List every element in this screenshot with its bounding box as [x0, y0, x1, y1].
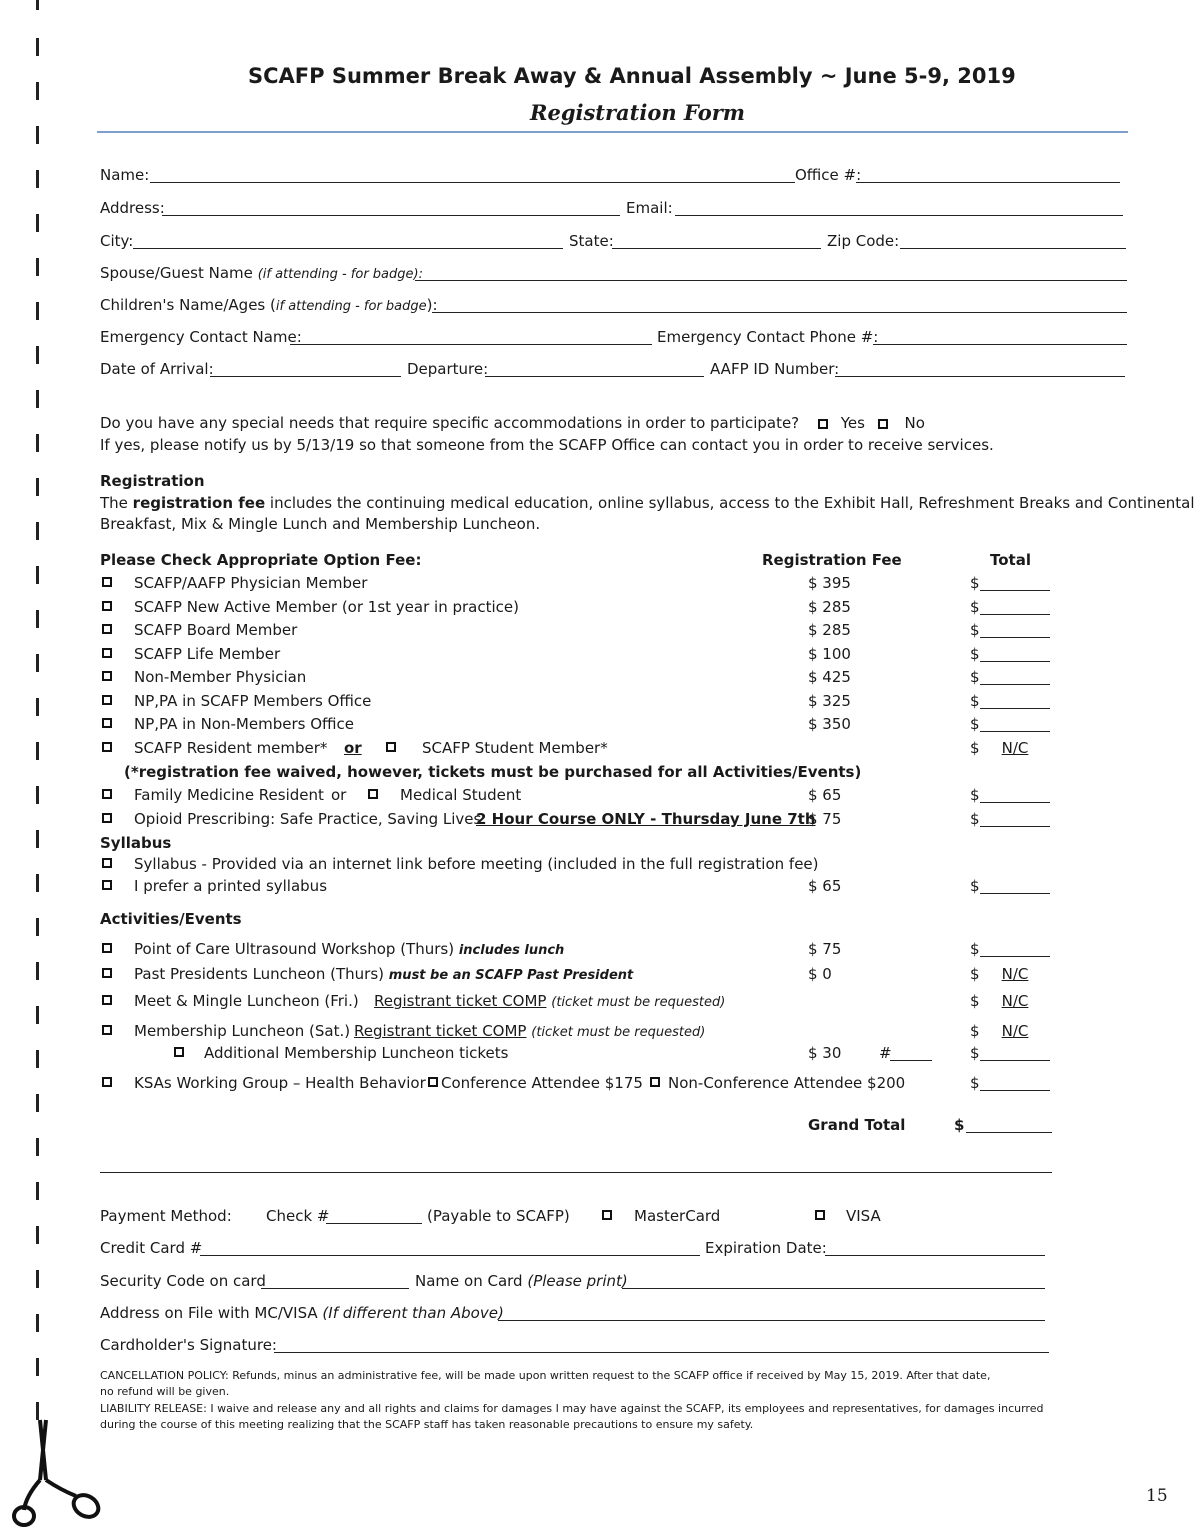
past-presidents-label: Past Presidents Luncheon (Thurs) must be an SCAFP Past President	[134, 965, 634, 983]
ticket-count-hash: #	[879, 1044, 892, 1062]
opioid-fee: $ 75	[808, 810, 842, 828]
option-label: SCAFP New Active Member (or 1st year in practice)	[134, 598, 519, 616]
emergency-name-label: Emergency Contact Name:	[100, 328, 302, 346]
security-code-input[interactable]	[261, 1288, 409, 1289]
activities-heading: Activities/Events	[100, 910, 242, 928]
registration-intro-line2: Breakfast, Mix & Mingle Lunch and Membership Luncheon.	[100, 515, 541, 533]
ksa-attendee-checkbox[interactable]	[428, 1077, 438, 1087]
option-fee: $ 425	[808, 668, 851, 686]
med-student-checkbox[interactable]	[368, 789, 378, 799]
emergency-phone-label: Emergency Contact Phone #:	[657, 328, 879, 346]
family-or-label: or	[331, 786, 347, 804]
waiver-note: (*registration fee waived, however, tickets must be purchased for all Activities/Events)	[124, 763, 862, 781]
total-input[interactable]	[980, 661, 1050, 662]
past-presidents-fee: $ 0	[808, 965, 832, 983]
total-dollar: $	[970, 992, 980, 1010]
check-number-input[interactable]	[326, 1223, 422, 1224]
emergency-name-input[interactable]	[290, 344, 652, 345]
cancellation-policy: CANCELLATION POLICY: Refunds, minus an administrative fee, will be made upon written request to the SCAFP office if received by May 15, 2019. After that date,	[100, 1369, 991, 1382]
family-resident-checkbox[interactable]	[102, 789, 112, 799]
col-fee-header: Registration Fee	[762, 551, 902, 569]
total-dollar: $	[970, 1074, 980, 1092]
name-label: Name:	[100, 166, 150, 184]
family-fee: $ 65	[808, 786, 842, 804]
total-dollar: $	[970, 940, 980, 958]
registration-intro: The registration fee includes the continuing medical education, online syllabus, access to the Exhibit Hall, Refreshment Breaks and Continental	[100, 494, 1195, 512]
or-label: or	[344, 739, 362, 757]
name-on-card-label: Name on Card (Please print)	[415, 1272, 628, 1290]
option-checkbox[interactable]	[102, 718, 112, 728]
option-fee: $ 285	[808, 598, 851, 616]
option-checkbox[interactable]	[102, 695, 112, 705]
syllabus-heading: Syllabus	[100, 834, 172, 852]
total-input[interactable]	[980, 731, 1050, 732]
student-label: SCAFP Student Member*	[422, 739, 608, 757]
state-input[interactable]	[612, 248, 821, 249]
registration-heading: Registration	[100, 472, 205, 490]
option-checkbox[interactable]	[102, 577, 112, 587]
total-dollar: $	[970, 786, 980, 804]
meet-mingle-checkbox[interactable]	[102, 995, 112, 1005]
liability-release: LIABILITY RELEASE: I waive and release any and all rights and claims for damages I may have against the SCAFP, its employees and representatives, for damages incurred	[100, 1402, 1044, 1415]
membership-luncheon-label: Membership Luncheon (Sat.)	[134, 1022, 351, 1040]
total-dollar: $	[970, 739, 980, 757]
total-dollar: $	[970, 810, 980, 828]
page-number: 15	[1146, 1486, 1168, 1506]
total-input[interactable]	[980, 893, 1050, 894]
arrival-label: Date of Arrival:	[100, 360, 214, 378]
ksa-checkbox[interactable]	[102, 1077, 112, 1087]
email-label: Email:	[626, 199, 673, 217]
form-subtitle: Registration Form	[530, 100, 745, 125]
total-input[interactable]	[980, 956, 1050, 957]
address-input[interactable]	[162, 215, 620, 216]
zip-label: Zip Code:	[827, 232, 900, 250]
expiration-input[interactable]	[825, 1255, 1045, 1256]
special-needs-notice: If yes, please notify us by 5/13/19 so that someone from the SCAFP Office can contact you in order to receive services.	[100, 436, 994, 454]
city-input[interactable]	[133, 248, 563, 249]
student-checkbox[interactable]	[386, 742, 396, 752]
spouse-input[interactable]	[415, 280, 1127, 281]
option-fee: $ 285	[808, 621, 851, 639]
ksa-non-attendee-checkbox[interactable]	[650, 1077, 660, 1087]
total-dollar: $	[970, 715, 980, 733]
past-presidents-checkbox[interactable]	[102, 968, 112, 978]
option-label: SCAFP Board Member	[134, 621, 298, 639]
aafp-label: AAFP ID Number:	[710, 360, 840, 378]
total-dollar: $	[970, 598, 980, 616]
option-checkbox[interactable]	[102, 624, 112, 634]
payment-method-label: Payment Method:	[100, 1207, 232, 1225]
city-label: City:	[100, 232, 134, 250]
ticket-count-input[interactable]	[890, 1060, 932, 1061]
option-checkbox[interactable]	[102, 601, 112, 611]
additional-tickets-fee: $ 30	[808, 1044, 842, 1062]
option-checkbox[interactable]	[102, 648, 112, 658]
option-label: Non-Member Physician	[134, 668, 307, 686]
syllabus-printed-checkbox[interactable]	[102, 880, 112, 890]
scissors-icon	[6, 1418, 102, 1528]
cancellation-policy-cont: no refund will be given.	[100, 1385, 230, 1398]
nc-value: N/C	[1001, 965, 1029, 983]
nc-value: N/C	[1001, 1022, 1029, 1040]
grand-total-dollar: $	[954, 1116, 965, 1134]
col-option-header: Please Check Appropriate Option Fee:	[100, 551, 422, 569]
resident-label: SCAFP Resident member*	[134, 739, 328, 757]
email-input[interactable]	[675, 215, 1123, 216]
total-dollar: $	[970, 1022, 980, 1040]
arrival-input[interactable]	[210, 376, 401, 377]
security-code-label: Security Code on card	[100, 1272, 266, 1290]
pocus-fee: $ 75	[808, 940, 842, 958]
additional-tickets-label: Additional Membership Luncheon tickets	[204, 1044, 509, 1062]
opioid-note: 2 Hour Course ONLY - Thursday June 7th	[476, 810, 816, 828]
family-resident-label: Family Medicine Resident	[134, 786, 324, 804]
departure-input[interactable]	[485, 376, 704, 377]
total-input[interactable]	[980, 590, 1050, 591]
membership-luncheon-comp: Registrant ticket COMP (ticket must be requested)	[354, 1022, 706, 1040]
special-needs-no-checkbox[interactable]	[878, 419, 888, 429]
address-on-file-input[interactable]	[498, 1320, 1045, 1321]
state-label: State:	[569, 232, 614, 250]
total-dollar: $	[970, 621, 980, 639]
opioid-checkbox[interactable]	[102, 813, 112, 823]
credit-card-label: Credit Card #	[100, 1239, 203, 1257]
option-label: SCAFP Life Member	[134, 645, 281, 663]
total-input[interactable]	[980, 802, 1050, 803]
children-label: Children's Name/Ages (if attending - for badge):	[100, 296, 438, 314]
total-input[interactable]	[980, 684, 1050, 685]
ksa-label: KSAs Working Group – Health Behavior	[134, 1074, 426, 1092]
mastercard-label: MasterCard	[634, 1207, 721, 1225]
meet-mingle-comp: Registrant ticket COMP (ticket must be requested)	[374, 992, 726, 1010]
med-student-label: Medical Student	[400, 786, 522, 804]
option-label: NP,PA in Non-Members Office	[134, 715, 354, 733]
option-label: SCAFP/AAFP Physician Member	[134, 574, 368, 592]
total-dollar: $	[970, 574, 980, 592]
special-needs-yes-checkbox[interactable]	[818, 419, 828, 429]
ksa-attendee-label: Conference Attendee $175	[441, 1074, 643, 1092]
grand-total-input[interactable]	[966, 1132, 1052, 1133]
address-label: Address:	[100, 199, 165, 217]
name-input[interactable]	[150, 182, 795, 183]
expiration-label: Expiration Date:	[705, 1239, 827, 1257]
visa-label: VISA	[846, 1207, 881, 1225]
resident-checkbox[interactable]	[102, 742, 112, 752]
option-fee: $ 100	[808, 645, 851, 663]
pocus-label: Point of Care Ultrasound Workshop (Thurs) includes lunch	[134, 940, 565, 958]
special-needs-question: Do you have any special needs that require specific accommodations in order to participate? Yes No	[100, 414, 925, 432]
header-rule	[97, 131, 1128, 133]
zip-input[interactable]	[900, 248, 1126, 249]
total-input[interactable]	[980, 614, 1050, 615]
office-input[interactable]	[856, 182, 1120, 183]
emergency-phone-input[interactable]	[873, 344, 1127, 345]
total-input[interactable]	[980, 826, 1050, 827]
col-total-header: Total	[990, 551, 1031, 569]
option-fee: $ 325	[808, 692, 851, 710]
signature-input[interactable]	[274, 1352, 1049, 1353]
mastercard-checkbox[interactable]	[602, 1210, 612, 1220]
total-dollar: $	[970, 877, 980, 895]
nc-value: N/C	[1001, 739, 1029, 757]
option-checkbox[interactable]	[102, 671, 112, 681]
option-fee: $ 350	[808, 715, 851, 733]
aafp-input[interactable]	[835, 376, 1125, 377]
spouse-label: Spouse/Guest Name (if attending - for badge):	[100, 264, 423, 282]
grand-total-label: Grand Total	[808, 1116, 906, 1134]
total-dollar: $	[970, 645, 980, 663]
total-dollar: $	[970, 692, 980, 710]
membership-luncheon-checkbox[interactable]	[102, 1025, 112, 1035]
total-dollar: $	[970, 1044, 980, 1062]
total-dollar: $	[970, 668, 980, 686]
additional-tickets-checkbox[interactable]	[174, 1047, 184, 1057]
signature-label: Cardholder's Signature:	[100, 1336, 277, 1354]
total-dollar: $	[970, 965, 980, 983]
liability-release-cont: during the course of this meeting realizing that the SCAFP staff has taken reasonable precautions to ensure my safety.	[100, 1418, 754, 1431]
total-input[interactable]	[980, 637, 1050, 638]
syllabus-online-label: Syllabus - Provided via an internet link before meeting (included in the full registration fee)	[134, 855, 819, 873]
check-label: Check #	[266, 1207, 330, 1225]
ksa-non-attendee-label: Non-Conference Attendee $200	[668, 1074, 906, 1092]
total-input[interactable]	[980, 1060, 1050, 1061]
total-input[interactable]	[980, 708, 1050, 709]
total-input[interactable]	[980, 1090, 1050, 1091]
pocus-checkbox[interactable]	[102, 943, 112, 953]
option-fee: $ 395	[808, 574, 851, 592]
address-on-file-label: Address on File with MC/VISA (If different than Above)	[100, 1304, 504, 1322]
nc-value: N/C	[1001, 992, 1029, 1010]
credit-card-input[interactable]	[200, 1255, 700, 1256]
payable-note: (Payable to SCAFP)	[427, 1207, 570, 1225]
visa-checkbox[interactable]	[815, 1210, 825, 1220]
opioid-label: Opioid Prescribing: Safe Practice, Saving Lives	[134, 810, 482, 828]
option-label: NP,PA in SCAFP Members Office	[134, 692, 372, 710]
office-label: Office #:	[795, 166, 862, 184]
section-divider	[100, 1172, 1052, 1173]
syllabus-printed-label: I prefer a printed syllabus	[134, 877, 328, 895]
departure-label: Departure:	[407, 360, 489, 378]
name-on-card-input[interactable]	[622, 1288, 1045, 1289]
syllabus-online-checkbox[interactable]	[102, 858, 112, 868]
meet-mingle-label: Meet & Mingle Luncheon (Fri.)	[134, 992, 359, 1010]
children-input[interactable]	[432, 312, 1127, 313]
syllabus-printed-fee: $ 65	[808, 877, 842, 895]
form-title: SCAFP Summer Break Away & Annual Assembly ~ June 5-9, 2019	[248, 64, 1016, 88]
